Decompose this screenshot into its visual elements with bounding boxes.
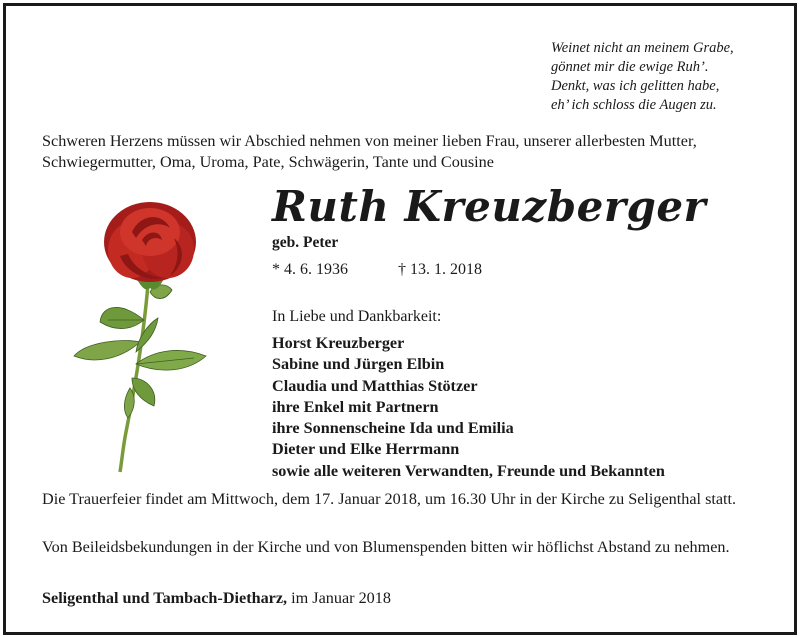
- leaf: [100, 307, 144, 328]
- mourner-line: Claudia und Matthias Stötzer: [272, 376, 478, 395]
- rose-petal: [120, 208, 180, 256]
- poem-line: eh’ ich schloss die Augen zu.: [551, 97, 717, 113]
- poem-line: gönnet mir die ewige Ruh’.: [551, 59, 709, 75]
- closing-places: Seligenthal und Tambach-Dietharz,: [42, 589, 288, 607]
- intro-text: [42, 131, 782, 173]
- mourner-line: Sabine und Jürgen Elbin: [272, 355, 445, 374]
- mourners-list: [272, 333, 665, 482]
- condolence-notice: Von Beileidsbekundungen in der Kirche und von Blumenspenden bitten wir höflichst Abstand zu nehmen.: [42, 538, 730, 556]
- intro-line: Schweren Herzens müssen wir Abschied nehmen von meiner lieben Frau, unserer allerbesten Mutter,: [42, 132, 697, 150]
- closing-line: [42, 589, 391, 608]
- closing-date: im Januar 2018: [291, 589, 391, 607]
- life-dates: [272, 261, 482, 279]
- mourner-line: Horst Kreuzberger: [272, 334, 405, 352]
- deceased-name: Ruth Kreuzberger: [272, 182, 707, 231]
- mourner-line: ihre Sonnenscheine Ida und Emilia: [272, 419, 514, 438]
- poem-line: Weinet nicht an meinem Grabe,: [551, 40, 734, 56]
- death-date: † 13. 1. 2018: [398, 261, 482, 278]
- rose-image: [62, 192, 222, 474]
- birth-date: * 4. 6. 1936: [272, 261, 348, 278]
- mourner-line: Dieter und Elke Herrmann: [272, 440, 460, 459]
- leaf: [124, 388, 134, 418]
- funeral-notice: Die Trauerfeier findet am Mittwoch, dem 17. Januar 2018, um 16.30 Uhr in der Kirche zu Seligenthal statt.: [42, 490, 737, 508]
- mourners-heading: In Liebe und Dankbarkeit:: [272, 308, 442, 325]
- obituary-frame: [3, 3, 797, 635]
- intro-line: Schwiegermutter, Oma, Uroma, Pate, Schwägerin, Tante und Cousine: [42, 153, 494, 171]
- leaf: [132, 378, 155, 406]
- poem: [551, 39, 781, 115]
- poem-line: Denkt, was ich gelitten habe,: [551, 78, 720, 94]
- maiden-name: geb. Peter: [272, 234, 339, 251]
- mourner-line: ihre Enkel mit Partnern: [272, 397, 439, 416]
- leaf: [74, 341, 140, 360]
- mourner-line: sowie alle weiteren Verwandten, Freunde und Bekannten: [272, 461, 665, 480]
